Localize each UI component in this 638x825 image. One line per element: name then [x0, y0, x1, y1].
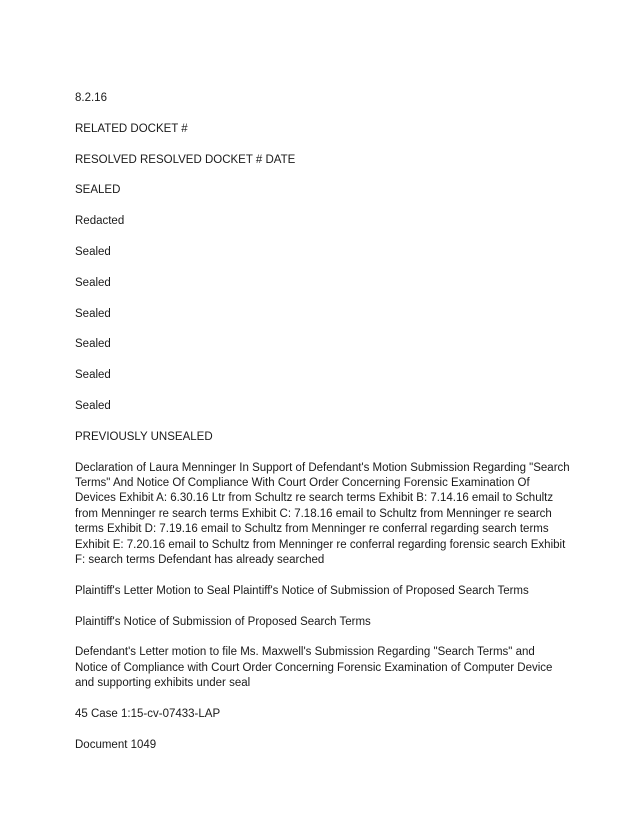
related-docket-label: RELATED DOCKET #	[75, 122, 188, 135]
entry-plaintiff-letter-motion: Plaintiff's Letter Motion to Seal Plaintiff's Notice of Submission of Proposed Search Terms	[75, 584, 529, 597]
sealed-heading: SEALED	[75, 184, 121, 197]
document-number: Document 1049	[75, 738, 157, 751]
status-line-sealed: Sealed	[75, 338, 111, 351]
status-line-sealed: Sealed	[75, 399, 111, 412]
entry-defendant-letter-motion: Defendant's Letter motion to file Ms. Maxwell's Submission Regarding "Search Terms" and Notice of Compliance with Court Order Concerning Forensic Examination of Computer Device and supporting exhibits under seal	[75, 646, 553, 690]
document-date: 8.2.16	[75, 92, 107, 104]
entry-declaration-menninger: Declaration of Laura Menninger In Support of Defendant's Motion Submission Regarding "Search Terms" And Notice Of Compliance With Court Order Concerning Forensic Examination Of Devices Exhibit A: 6.30.16 Ltr from Schultz re search terms Exhibit B: 7.14.16 email to Schultz from Menninger re search terms Exhibit C: 7.18.16 email to Schultz from Menninger re search terms Exhibit D: 7.19.16 email to Schultz from Menninger re conferral regarding search terms Exhibit E: 7.20.16 email to Schultz from Menninger re conferral regarding forensic search Exhibit F: search terms Defendant has already searched	[75, 461, 570, 566]
status-line-redacted: Redacted	[75, 215, 125, 228]
status-line-sealed: Sealed	[75, 276, 111, 289]
status-line-sealed: Sealed	[75, 307, 111, 320]
case-line: 45 Case 1:15-cv-07433-LAP	[75, 708, 221, 720]
entry-plaintiff-notice: Plaintiff's Notice of Submission of Proposed Search Terms	[75, 615, 371, 628]
status-line-sealed: Sealed	[75, 369, 111, 382]
document-page	[75, 91, 570, 769]
previously-unsealed-heading: PREVIOUSLY UNSEALED	[75, 430, 213, 443]
status-line-sealed: Sealed	[75, 245, 111, 258]
resolved-header: RESOLVED RESOLVED DOCKET # DATE	[75, 153, 296, 166]
